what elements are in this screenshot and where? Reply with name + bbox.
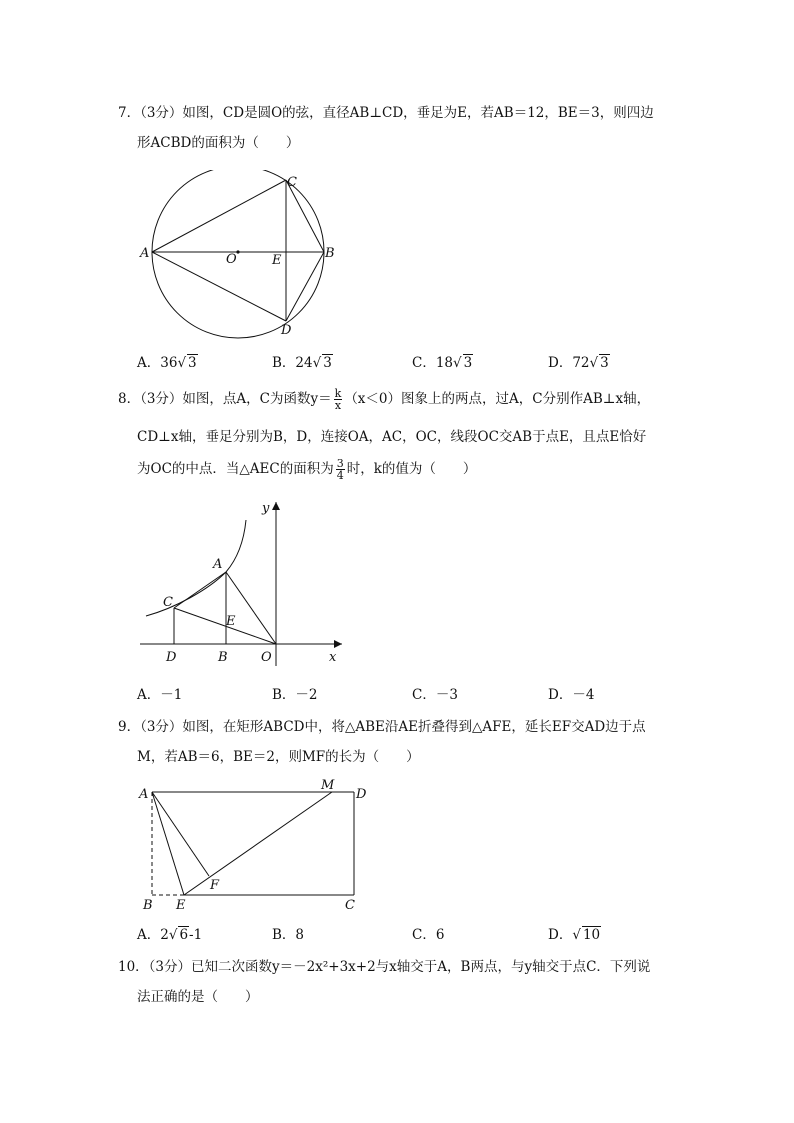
q9-label-B: B — [143, 898, 153, 913]
q8-option-c[interactable]: C．－3 — [412, 687, 458, 703]
q8-label-D: D — [166, 650, 177, 665]
q8-label-O: O — [261, 650, 272, 665]
q9-option-a[interactable]: A．2√ 6-1 — [137, 927, 203, 943]
q8-label-C: C — [163, 595, 173, 610]
q9-stem-line2: M，若AB＝6，BE＝2，则MF的长为（ ） — [137, 749, 420, 765]
q8-option-d[interactable]: D．－4 — [548, 687, 595, 703]
q8-stem-line3: 为OC的中点．当△AEC的面积为 $\frac{3}{4}$ 时，k的值为（ ） — [137, 457, 477, 482]
q8-label-E: E — [226, 614, 236, 629]
q7-label-E: E — [272, 253, 282, 268]
q9-option-b[interactable]: B．8 — [272, 927, 305, 943]
q8-label-A: A — [213, 557, 223, 572]
q9-option-d[interactable]: D．√ 10 — [548, 927, 601, 943]
q9-stem-line1: 9．（3分）如图，在矩形ABCD中，将△ABE沿AE折叠得到△AFE，延长EF交AD边于点 — [118, 719, 646, 735]
q7-label-A: A — [140, 246, 150, 261]
q10-stem-line1: 10．（3分）已知二次函数y＝－2x²+3x+2与x轴交于A，B两点，与y轴交于点C．下列说 — [118, 959, 651, 975]
q9-label-C: C — [345, 898, 355, 913]
q8-stem-line2: CD⊥x轴，垂足分别为B，D，连接OA，AC，OC，线段OC交AB于点E，且点E恰好 — [137, 429, 647, 445]
q8-function-fraction: $\frac{k}{x}$ — [334, 387, 342, 412]
q9-label-D: D — [356, 787, 367, 802]
q7-label-O: O — [226, 252, 237, 267]
q9-label-E: E — [176, 898, 186, 913]
q10-stem-line2: 法正确的是（ ） — [137, 989, 259, 1005]
q8-stem-line1: 8．（3分）如图，点A，C为函数y＝ $\frac{k}{x}$ （x＜0）图象上的两点，过A，C分别作AB⊥x轴， — [118, 387, 651, 412]
q7-label-B: B — [325, 246, 335, 261]
q9-option-c[interactable]: C．6 — [412, 927, 445, 943]
q8-label-B: B — [218, 650, 228, 665]
q7-option-d[interactable]: D．72√ 3 — [548, 355, 609, 371]
q7-label-D: D — [281, 323, 292, 338]
q7-label-C: C — [287, 175, 297, 190]
q9-label-A: A — [139, 787, 149, 802]
q8-label-x: x — [329, 650, 337, 665]
q7-circle-figure — [136, 170, 336, 345]
q8-area-fraction: $\frac{3}{4}$ — [336, 457, 344, 482]
q7-stem-line2: 形ACBD的面积为（ ） — [137, 135, 300, 151]
q9-label-F: F — [210, 878, 220, 893]
q7-stem-line1: 7．（3分）如图，CD是圆O的弦，直径AB⊥CD，垂足为E，若AB＝12，BE＝3，则四边 — [118, 105, 654, 121]
q8-option-b[interactable]: B．－2 — [272, 687, 318, 703]
q8-label-y: y — [262, 501, 270, 516]
q8-coordinate-figure — [136, 496, 356, 670]
q7-option-a[interactable]: A．36√ 3 — [137, 355, 197, 371]
q7-option-b[interactable]: B．24√ 3 — [272, 355, 332, 371]
q9-rectangle-figure — [136, 776, 376, 916]
q9-label-M: M — [321, 778, 335, 793]
q8-option-a[interactable]: A．－1 — [137, 687, 183, 703]
q7-option-c[interactable]: C．18√ 3 — [412, 355, 473, 371]
